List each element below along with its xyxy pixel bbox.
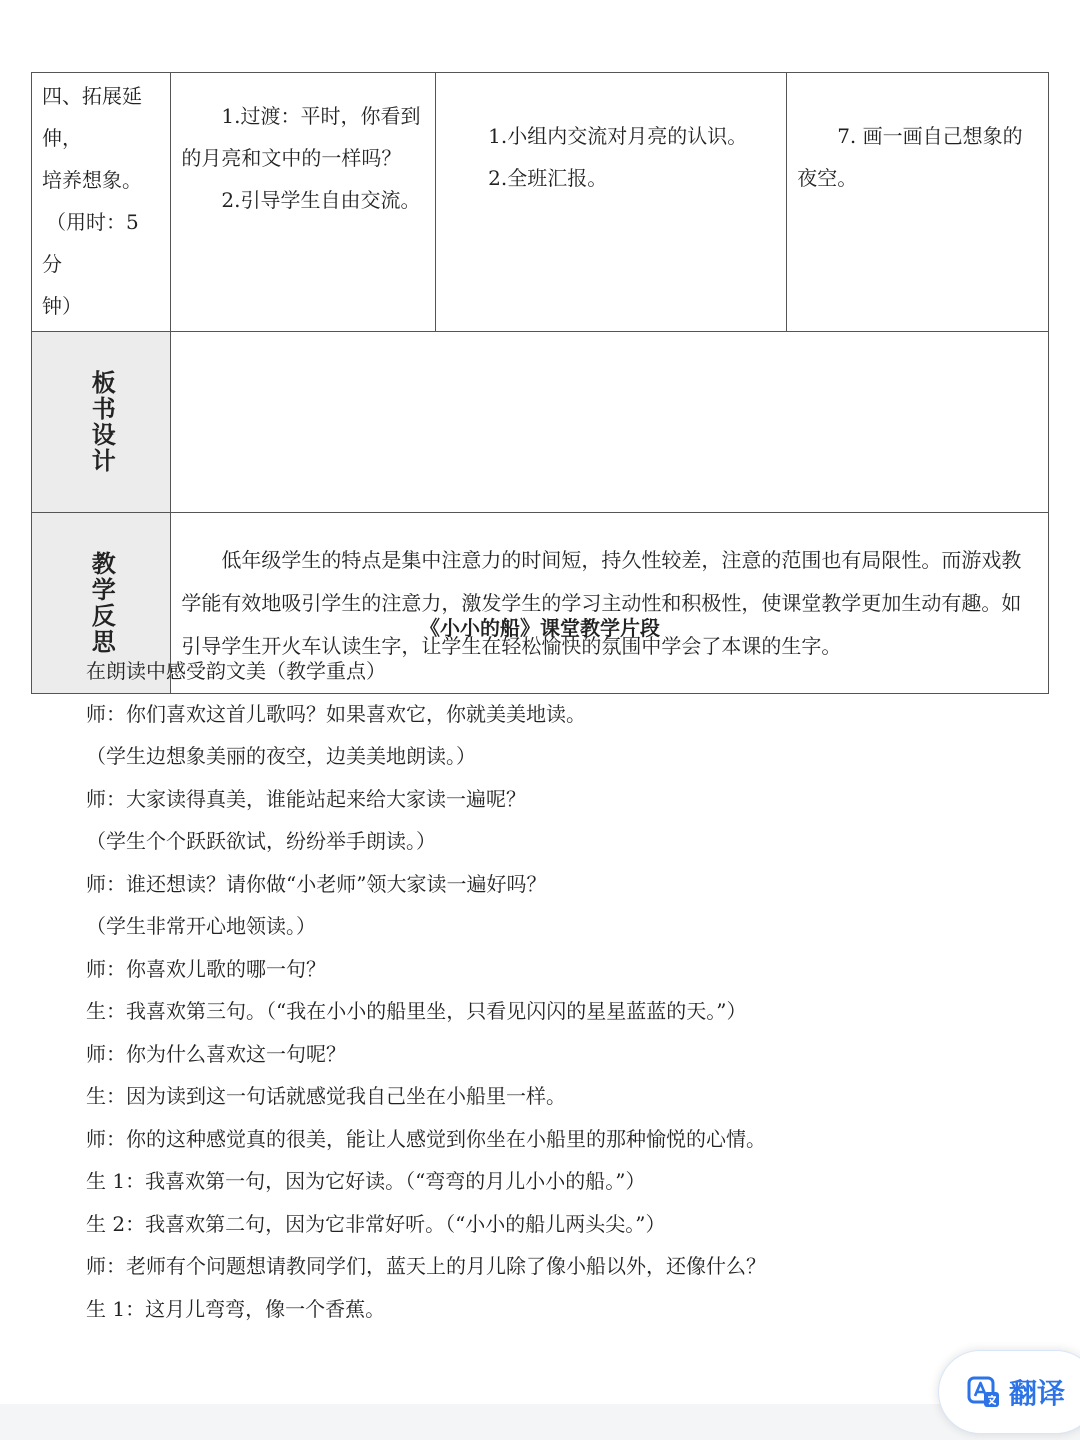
- board-design-content: [171, 332, 1049, 513]
- student-line: 2.全班汇报。: [488, 166, 608, 190]
- stage-cell: [32, 73, 171, 332]
- translate-label: 翻译: [1009, 1377, 1066, 1410]
- fragment-line: （学生边想象美丽的夜空，边美美地朗读。）: [86, 744, 476, 768]
- board-design-label: 板书设计: [87, 370, 116, 474]
- fragment-line: 生 1：我喜欢第一句，因为它好读。（“弯弯的月儿小小的船。”）: [86, 1169, 646, 1193]
- fragment-line: 生 1：这月儿弯弯，像一个香蕉。: [86, 1296, 386, 1321]
- lesson-plan-table: [31, 72, 1049, 694]
- fragment-line: 在朗读中感受韵文美（教学重点）: [86, 659, 386, 683]
- teacher-line: 的月亮和文中的一样吗？: [181, 146, 402, 170]
- fragment-title: 《小小的船》课堂教学片段: [420, 616, 660, 640]
- fragment-line: 生：因为读到这一句话就感觉我自己坐在小船里一样。: [86, 1084, 566, 1108]
- design-intent-cell: [787, 73, 1049, 332]
- design-line: 7. 画一画自己想象的: [837, 124, 1023, 148]
- reflection-text: 低年级学生的特点是集中注意力的时间短，持久性较差，注意的范围也有局限性。而游戏教学能有效地吸引学生的注意力，激发学生的学习主动性和积极性，使课堂教学更加生动有趣。如引导学生开火车认读生字，让学生在轻松愉快的氛围中学会了本课的生字。: [181, 548, 1022, 658]
- stage-line: 四、拓展延伸，: [42, 84, 142, 150]
- translate-button[interactable]: [938, 1350, 1080, 1434]
- stage-line: （用时：5 分: [42, 210, 139, 276]
- fragment-line: 师：你为什么喜欢这一句呢？: [86, 1041, 346, 1066]
- fragment-line: （学生个个跃跃欲试，纷纷举手朗读。）: [86, 829, 436, 853]
- board-design-label-cell: [32, 332, 171, 513]
- student-activity-cell: [436, 73, 787, 332]
- fragment-line: 师：你的这种感觉真的很美，能让人感觉到你坐在小船里的那种愉悦的心情。: [86, 1126, 766, 1151]
- fragment-line: 师：你们喜欢这首儿歌吗？如果喜欢它，你就美美地读。: [86, 701, 586, 726]
- teacher-line: 2.引导学生自由交流。: [221, 188, 421, 212]
- translate-icon: [967, 1375, 1001, 1409]
- extension-row: [32, 73, 1049, 332]
- bottom-toolbar-strip: [0, 1404, 1080, 1440]
- fragment-line: 师：老师有个问题想请教同学们，蓝天上的月儿除了像小船以外，还像什么？: [86, 1254, 766, 1278]
- reflection-label: 教学反思: [87, 551, 116, 655]
- fragment-line: （学生非常开心地领读。）: [86, 914, 316, 938]
- design-line: 夜空。: [797, 166, 858, 190]
- teacher-line: 1.过渡：平时，你看到: [221, 104, 421, 128]
- stage-line: 钟）: [42, 294, 82, 318]
- stage-line: 培养想象。: [42, 168, 142, 192]
- fragment-body: [86, 650, 1046, 1330]
- fragment-line: 师：大家读得真美，谁能站起来给大家读一遍呢？: [86, 786, 526, 811]
- board-design-row: [32, 332, 1049, 513]
- fragment-line: 生：我喜欢第三句。（“我在小小的船里坐，只看见闪闪的星星蓝蓝的天。”）: [86, 999, 747, 1023]
- student-line: 1.小组内交流对月亮的认识。: [488, 124, 748, 148]
- teacher-activity-cell: [171, 73, 436, 332]
- fragment-line: 师：谁还想读？请你做“小老师”领大家读一遍好吗？: [86, 871, 547, 896]
- fragment-line: 师：你喜欢儿歌的哪一句？: [86, 956, 326, 981]
- fragment-line: 生 2：我喜欢第二句，因为它非常好听。（“小小的船儿两头尖。”）: [86, 1211, 666, 1236]
